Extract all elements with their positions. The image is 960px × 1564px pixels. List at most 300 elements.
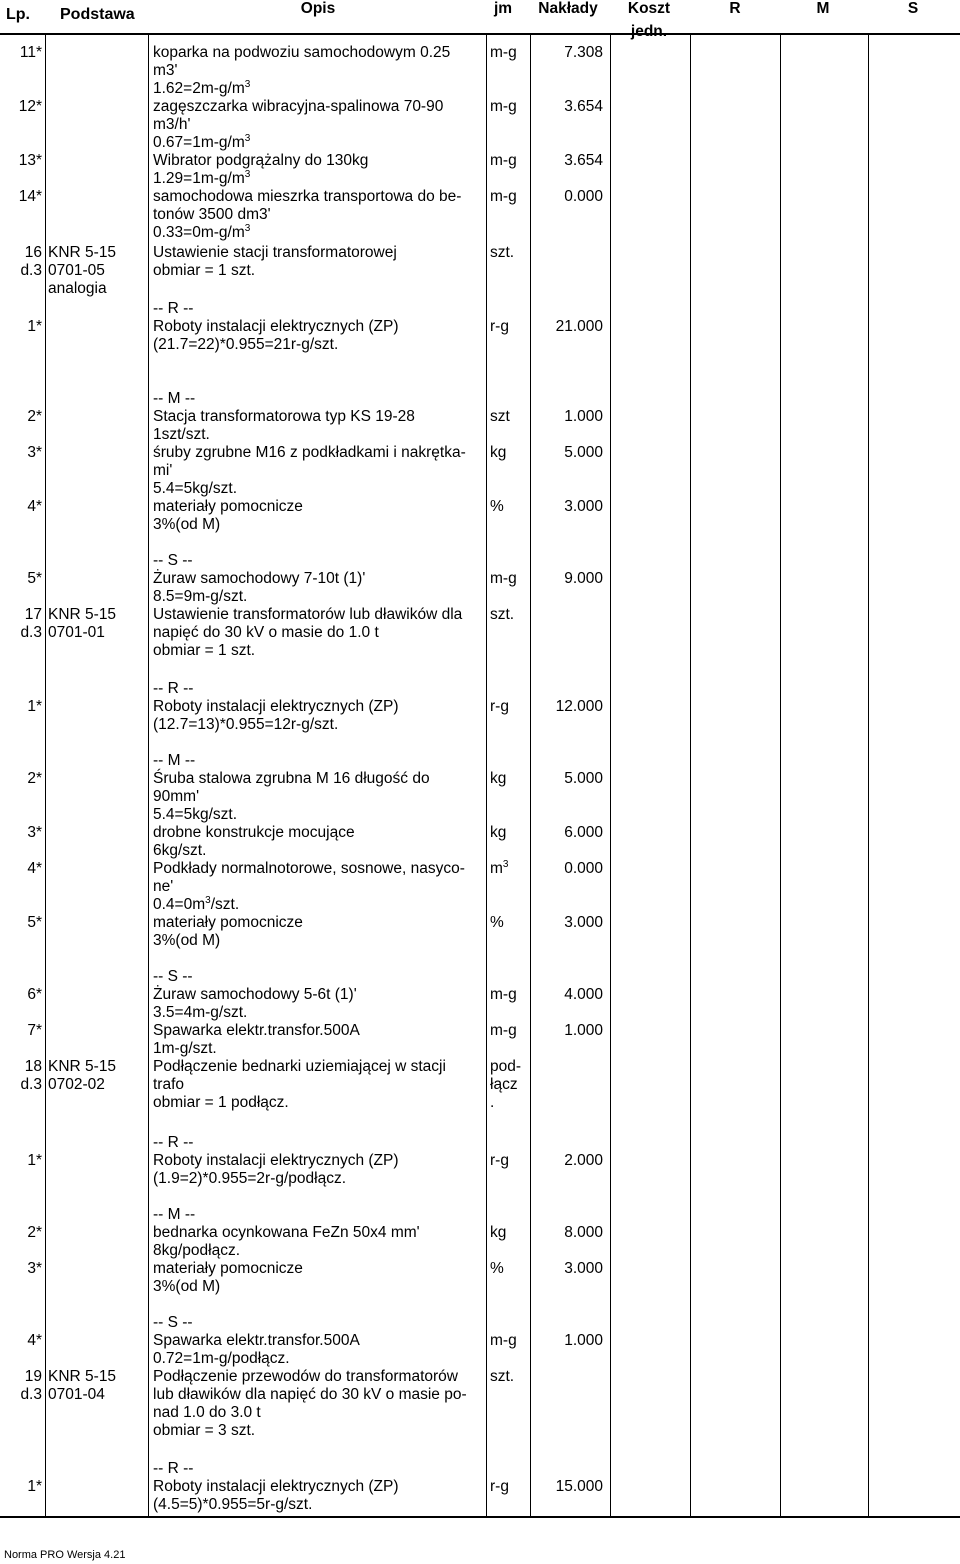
unit-text: łącz bbox=[490, 1076, 518, 1093]
unit-text: kg bbox=[490, 770, 507, 787]
table-row bbox=[0, 1076, 960, 1093]
table-row bbox=[0, 516, 960, 533]
description-text: 1.62=2m-g/m bbox=[153, 80, 245, 97]
quantity-value: 12.000 bbox=[555, 698, 603, 715]
unit-text: r-g bbox=[490, 698, 509, 715]
column-divider bbox=[486, 33, 487, 1517]
description-text: Spawarka elektr.transfor.500A bbox=[153, 1332, 360, 1349]
unit-of-measure bbox=[490, 824, 506, 842]
column-divider bbox=[530, 33, 531, 1517]
quantity-value: 21.000 bbox=[555, 318, 603, 335]
position-number: 19 bbox=[24, 1368, 42, 1385]
description-line bbox=[153, 986, 357, 1004]
unit-of-measure bbox=[490, 188, 517, 206]
quantity-value: 15.000 bbox=[555, 1478, 603, 1495]
position-number: 1* bbox=[27, 1152, 42, 1169]
unit-text: m-g bbox=[490, 986, 517, 1003]
description-line bbox=[153, 244, 397, 262]
description-text: 0.67=1m-g/m bbox=[153, 134, 245, 151]
table-row bbox=[0, 462, 960, 479]
quantity-value: 3.654 bbox=[564, 152, 603, 169]
table-row bbox=[0, 1206, 960, 1223]
description-text: 6kg/szt. bbox=[153, 842, 207, 859]
table-row bbox=[0, 262, 960, 279]
unit-text: . bbox=[490, 1094, 495, 1111]
description-text: Roboty instalacji elektrycznych (ZP) bbox=[153, 1152, 399, 1169]
unit-text: m-g bbox=[490, 44, 517, 61]
description-line bbox=[153, 62, 178, 80]
description-line bbox=[153, 1350, 290, 1368]
table-row bbox=[0, 624, 960, 641]
quantity-value: 0.000 bbox=[564, 188, 603, 205]
table-row bbox=[0, 878, 960, 895]
description-text: 5.4=5kg/szt. bbox=[153, 480, 238, 497]
header-jm: jm bbox=[493, 0, 513, 17]
description-line bbox=[153, 1478, 399, 1496]
description-text: obmiar = 1 szt. bbox=[153, 262, 256, 279]
description-text: 1szt/szt. bbox=[153, 426, 210, 443]
unit-of-measure bbox=[490, 44, 517, 62]
unit-of-measure bbox=[490, 1076, 518, 1094]
position-number: 4* bbox=[27, 1332, 42, 1349]
description-line bbox=[153, 444, 466, 462]
description-line bbox=[153, 390, 195, 408]
unit-text: r-g bbox=[490, 1478, 509, 1495]
description-line bbox=[153, 752, 195, 770]
table-row bbox=[0, 79, 960, 97]
description-line bbox=[153, 588, 247, 606]
position-number: 2* bbox=[27, 1224, 42, 1241]
unit-text: szt. bbox=[490, 244, 515, 261]
description-line bbox=[153, 152, 368, 170]
header-opis: Opis bbox=[300, 0, 336, 17]
description-line bbox=[153, 134, 250, 152]
position-number: 14* bbox=[18, 188, 42, 205]
unit-of-measure bbox=[490, 1058, 521, 1076]
description-text: śruby zgrubne M16 z podkładkami i nakrętka- bbox=[153, 444, 466, 461]
unit-text: m-g bbox=[490, 570, 517, 587]
unit-text: % bbox=[490, 498, 504, 515]
description-line bbox=[153, 1422, 255, 1440]
description-line bbox=[153, 426, 210, 444]
description-text: -- R -- bbox=[153, 1134, 194, 1151]
table-row bbox=[0, 680, 960, 697]
description-line bbox=[153, 262, 255, 280]
description-text: Stacja transformatorowa typ KS 19-28 bbox=[153, 408, 415, 425]
unit-text: szt bbox=[490, 408, 510, 425]
description-line bbox=[153, 788, 199, 806]
table-row bbox=[0, 1260, 960, 1277]
position-number: 13* bbox=[18, 152, 42, 169]
description-text: materiały pomocnicze bbox=[153, 498, 303, 515]
description-line bbox=[153, 1022, 360, 1040]
header-podstawa: Podstawa bbox=[60, 6, 135, 23]
description-line bbox=[153, 1260, 303, 1278]
description-text: 0.72=1m-g/podłącz. bbox=[153, 1350, 290, 1367]
description-line bbox=[153, 698, 399, 716]
position-number: 17 bbox=[24, 606, 42, 623]
quantity-value: 6.000 bbox=[564, 824, 603, 841]
description-line bbox=[153, 642, 255, 660]
column-divider bbox=[45, 33, 46, 1517]
position-number: 5* bbox=[27, 914, 42, 931]
description-text: -- S -- bbox=[153, 968, 193, 985]
description-line bbox=[153, 552, 193, 570]
quantity-value: 3.000 bbox=[564, 498, 603, 515]
column-divider bbox=[148, 33, 149, 1517]
quantity-value: 5.000 bbox=[564, 770, 603, 787]
description-line bbox=[153, 1004, 247, 1022]
unit-text: szt. bbox=[490, 606, 515, 623]
column-divider bbox=[690, 33, 691, 1517]
description-line bbox=[153, 1386, 467, 1404]
table-row bbox=[0, 1170, 960, 1187]
header-koszt: Koszt bbox=[627, 0, 671, 17]
unit-of-measure bbox=[490, 1332, 517, 1350]
table-row bbox=[0, 788, 960, 805]
quantity-value: 2.000 bbox=[564, 1152, 603, 1169]
quantity-value: 3.000 bbox=[564, 914, 603, 931]
description-text: zagęszczarka wibracyjna-spalinowa 70-90 bbox=[153, 98, 444, 115]
description-line bbox=[153, 770, 430, 788]
quantity-value: 1.000 bbox=[564, 408, 603, 425]
superscript: 3 bbox=[205, 895, 211, 906]
description-suffix: /szt. bbox=[210, 896, 240, 913]
description-text: samochodowa mieszrka transportowa do be- bbox=[153, 188, 462, 205]
table-row bbox=[0, 480, 960, 497]
description-text: Podkłady normalnotorowe, sosnowe, nasyco- bbox=[153, 860, 465, 877]
description-text: Wibrator podgrążalny do 130kg bbox=[153, 152, 369, 169]
description-text: -- M -- bbox=[153, 390, 196, 407]
description-line bbox=[153, 624, 379, 642]
description-text: 3%(od M) bbox=[153, 516, 221, 533]
table-row bbox=[0, 552, 960, 569]
table-row bbox=[0, 968, 960, 985]
description-text: mi' bbox=[153, 462, 173, 479]
quantity-value: 3.654 bbox=[564, 98, 603, 115]
superscript: 3 bbox=[244, 169, 251, 180]
position-number: 4* bbox=[27, 860, 42, 877]
description-line bbox=[153, 1460, 193, 1478]
basis-reference: 0701-04 bbox=[48, 1386, 105, 1403]
description-line bbox=[153, 1496, 312, 1514]
unit-text: kg bbox=[490, 444, 507, 461]
position-number: 18 bbox=[24, 1058, 42, 1075]
unit-text: kg bbox=[490, 824, 507, 841]
description-line bbox=[153, 318, 399, 336]
unit-of-measure bbox=[490, 1022, 517, 1040]
table-row bbox=[0, 770, 960, 787]
description-text: Spawarka elektr.transfor.500A bbox=[153, 1022, 360, 1039]
software-version-footer: Norma PRO Wersja 4.21 bbox=[4, 1549, 126, 1561]
description-line bbox=[153, 1206, 195, 1224]
description-text: trafo bbox=[153, 1076, 185, 1093]
basis-reference: KNR 5-15 bbox=[48, 1058, 117, 1075]
description-line bbox=[153, 1278, 220, 1296]
position-number: d.3 bbox=[20, 262, 42, 279]
description-text: -- R -- bbox=[153, 300, 194, 317]
basis-reference: 0701-05 bbox=[48, 262, 105, 279]
unit-of-measure bbox=[490, 498, 504, 516]
position-number: 2* bbox=[27, 408, 42, 425]
table-header bbox=[0, 0, 960, 40]
unit-text: m-g bbox=[490, 98, 517, 115]
table-row bbox=[0, 1422, 960, 1439]
table-row bbox=[0, 1242, 960, 1259]
table-row bbox=[0, 716, 960, 733]
table-bottom-rule bbox=[0, 1516, 960, 1518]
table-row bbox=[0, 1332, 960, 1349]
position-number: 16 bbox=[24, 244, 42, 261]
description-line bbox=[153, 1076, 184, 1094]
description-line bbox=[153, 498, 303, 516]
description-line bbox=[153, 1242, 240, 1260]
description-text: Żuraw samochodowy 7-10t (1)' bbox=[153, 570, 366, 587]
description-text: m3' bbox=[153, 62, 178, 79]
unit-of-measure bbox=[490, 914, 504, 932]
description-line bbox=[153, 606, 462, 624]
position-number: d.3 bbox=[20, 1076, 42, 1093]
unit-of-measure bbox=[490, 1368, 514, 1386]
table-row bbox=[0, 588, 960, 605]
table-row bbox=[0, 986, 960, 1003]
table-row bbox=[0, 1094, 960, 1111]
description-text: 0.33=0m-g/m bbox=[153, 224, 245, 241]
position-number: 3* bbox=[27, 824, 42, 841]
description-line bbox=[153, 1170, 346, 1188]
table-row bbox=[0, 1022, 960, 1039]
description-line bbox=[153, 570, 365, 588]
table-row bbox=[0, 895, 960, 913]
description-text: Śruba stalowa zgrubna M 16 długość do bbox=[153, 770, 430, 787]
description-text: 8kg/podłącz. bbox=[153, 1242, 241, 1259]
quantity-value: 8.000 bbox=[564, 1224, 603, 1241]
position-number: 2* bbox=[27, 770, 42, 787]
description-text: 90mm' bbox=[153, 788, 200, 805]
position-number: 3* bbox=[27, 1260, 42, 1277]
table-row bbox=[0, 842, 960, 859]
table-row bbox=[0, 698, 960, 715]
description-text: obmiar = 3 szt. bbox=[153, 1422, 256, 1439]
position-number: 12* bbox=[18, 98, 42, 115]
header-lp: Lp. bbox=[6, 6, 30, 23]
unit-text: pod- bbox=[490, 1058, 522, 1075]
table-row bbox=[0, 206, 960, 223]
superscript: 3 bbox=[244, 133, 251, 144]
quantity-value: 3.000 bbox=[564, 1260, 603, 1277]
description-text: tonów 3500 dm3' bbox=[153, 206, 271, 223]
position-number: 1* bbox=[27, 698, 42, 715]
description-text: 8.5=9m-g/szt. bbox=[153, 588, 248, 605]
quantity-value: 1.000 bbox=[564, 1332, 603, 1349]
description-text: Podłączenie przewodów do transformatorów bbox=[153, 1368, 458, 1385]
table-row bbox=[0, 932, 960, 949]
description-text: koparka na podwoziu samochodowym 0.25 bbox=[153, 44, 451, 61]
table-row bbox=[0, 914, 960, 931]
column-divider bbox=[868, 33, 869, 1517]
quantity-value: 5.000 bbox=[564, 444, 603, 461]
basis-reference: KNR 5-15 bbox=[48, 606, 117, 623]
unit-of-measure bbox=[490, 98, 517, 116]
unit-text: r-g bbox=[490, 1152, 509, 1169]
description-text: drobne konstrukcje mocujące bbox=[153, 824, 355, 841]
description-line bbox=[153, 480, 237, 498]
basis-reference: KNR 5-15 bbox=[48, 244, 117, 261]
unit-of-measure bbox=[490, 318, 509, 336]
unit-of-measure bbox=[490, 1094, 494, 1112]
unit-of-measure bbox=[490, 606, 514, 624]
position-number: 11* bbox=[19, 44, 42, 61]
superscript: 3 bbox=[244, 223, 251, 234]
column-divider bbox=[780, 33, 781, 1517]
unit-of-measure bbox=[490, 244, 514, 262]
description-line bbox=[153, 116, 190, 134]
unit-of-measure bbox=[490, 570, 517, 588]
unit-of-measure bbox=[490, 698, 509, 716]
quantity-value: 1.000 bbox=[564, 1022, 603, 1039]
unit-text: % bbox=[490, 914, 504, 931]
table-row bbox=[0, 1368, 960, 1385]
table-row bbox=[0, 244, 960, 261]
quantity-value: 4.000 bbox=[564, 986, 603, 1003]
unit-of-measure bbox=[490, 408, 510, 426]
description-text: Ustawienie transformatorów lub dławików dla bbox=[153, 606, 463, 623]
table-row bbox=[0, 859, 960, 877]
description-line bbox=[153, 1314, 193, 1332]
table-row bbox=[0, 1004, 960, 1021]
description-text: 3%(od M) bbox=[153, 1278, 221, 1295]
description-line bbox=[153, 462, 172, 480]
unit-of-measure bbox=[490, 770, 506, 788]
table-row bbox=[0, 390, 960, 407]
description-text: materiały pomocnicze bbox=[153, 914, 303, 931]
header-m: M bbox=[816, 0, 830, 17]
description-text: (12.7=13)*0.955=12r-g/szt. bbox=[153, 716, 339, 733]
unit-text: m-g bbox=[490, 1332, 517, 1349]
description-line bbox=[153, 1368, 458, 1386]
description-text: -- M -- bbox=[153, 752, 196, 769]
description-line bbox=[153, 878, 173, 896]
table-row bbox=[0, 280, 960, 297]
description-line bbox=[153, 932, 220, 950]
position-number: 6* bbox=[27, 986, 42, 1003]
description-text: (4.5=5)*0.955=5r-g/szt. bbox=[153, 1496, 313, 1513]
description-text: obmiar = 1 szt. bbox=[153, 642, 256, 659]
description-text: 5.4=5kg/szt. bbox=[153, 806, 238, 823]
table-row bbox=[0, 116, 960, 133]
table-row bbox=[0, 1350, 960, 1367]
unit-of-measure bbox=[490, 986, 517, 1004]
table-row bbox=[0, 824, 960, 841]
position-number: d.3 bbox=[20, 1386, 42, 1403]
table-row bbox=[0, 223, 960, 241]
table-row bbox=[0, 336, 960, 353]
table-row bbox=[0, 1224, 960, 1241]
table-row bbox=[0, 188, 960, 205]
description-line bbox=[153, 1040, 217, 1058]
table-row bbox=[0, 1058, 960, 1075]
unit-of-measure bbox=[490, 152, 517, 170]
unit-of-measure bbox=[490, 860, 508, 878]
table-row bbox=[0, 498, 960, 515]
table-row bbox=[0, 62, 960, 79]
description-text: -- R -- bbox=[153, 1460, 194, 1477]
basis-reference: 0702-02 bbox=[48, 1076, 105, 1093]
description-text: ne' bbox=[153, 878, 174, 895]
description-line bbox=[153, 860, 465, 878]
description-text: (21.7=22)*0.955=21r-g/szt. bbox=[153, 336, 339, 353]
description-text: lub dławików dla napięć do 30 kV o masie po- bbox=[153, 1386, 467, 1403]
table-row bbox=[0, 606, 960, 623]
description-text: m3/h' bbox=[153, 116, 191, 133]
description-line bbox=[153, 224, 250, 242]
table-row bbox=[0, 408, 960, 425]
description-text: 1m-g/szt. bbox=[153, 1040, 217, 1057]
description-line bbox=[153, 516, 220, 534]
description-line bbox=[153, 914, 303, 932]
description-line bbox=[153, 1224, 420, 1242]
description-text: napięć do 30 kV o masie do 1.0 t bbox=[153, 624, 379, 641]
table-row bbox=[0, 1278, 960, 1295]
description-text: -- S -- bbox=[153, 552, 193, 569]
description-line bbox=[153, 44, 450, 62]
unit-text: szt. bbox=[490, 1368, 515, 1385]
table-row bbox=[0, 752, 960, 769]
table-row bbox=[0, 444, 960, 461]
table-row bbox=[0, 1404, 960, 1421]
description-text: Roboty instalacji elektrycznych (ZP) bbox=[153, 1478, 399, 1495]
description-text: bednarka ocynkowana FeZn 50x4 mm' bbox=[153, 1224, 420, 1241]
unit-text: m-g bbox=[490, 188, 517, 205]
description-line bbox=[153, 680, 193, 698]
table-row bbox=[0, 98, 960, 115]
description-line bbox=[153, 188, 461, 206]
description-text: 3%(od M) bbox=[153, 932, 221, 949]
table-row bbox=[0, 1040, 960, 1057]
header-naklady: Nakłady bbox=[538, 0, 598, 17]
table-row bbox=[0, 1152, 960, 1169]
description-line bbox=[153, 806, 237, 824]
position-number: 5* bbox=[27, 570, 42, 587]
table-row bbox=[0, 1460, 960, 1477]
basis-reference: analogia bbox=[48, 280, 107, 297]
unit-text: m-g bbox=[490, 1022, 517, 1039]
table-row bbox=[0, 1478, 960, 1495]
description-line bbox=[153, 824, 355, 842]
description-line bbox=[153, 1094, 289, 1112]
table-row bbox=[0, 570, 960, 587]
table-row bbox=[0, 133, 960, 151]
description-line bbox=[153, 842, 206, 860]
table-row bbox=[0, 642, 960, 659]
unit-of-measure bbox=[490, 1478, 509, 1496]
position-number: 1* bbox=[27, 318, 42, 335]
basis-reference: KNR 5-15 bbox=[48, 1368, 117, 1385]
description-line bbox=[153, 896, 239, 914]
position-number: d.3 bbox=[20, 624, 42, 641]
table-row bbox=[0, 152, 960, 169]
description-line bbox=[153, 1058, 446, 1076]
description-text: materiały pomocnicze bbox=[153, 1260, 303, 1277]
basis-reference: 0701-01 bbox=[48, 624, 105, 641]
position-number: 4* bbox=[27, 498, 42, 515]
description-line bbox=[153, 1134, 193, 1152]
description-line bbox=[153, 1332, 360, 1350]
description-text: nad 1.0 do 3.0 t bbox=[153, 1404, 261, 1421]
header-r: R bbox=[729, 0, 741, 17]
description-text: (1.9=2)*0.955=2r-g/podłącz. bbox=[153, 1170, 347, 1187]
description-text: -- S -- bbox=[153, 1314, 193, 1331]
